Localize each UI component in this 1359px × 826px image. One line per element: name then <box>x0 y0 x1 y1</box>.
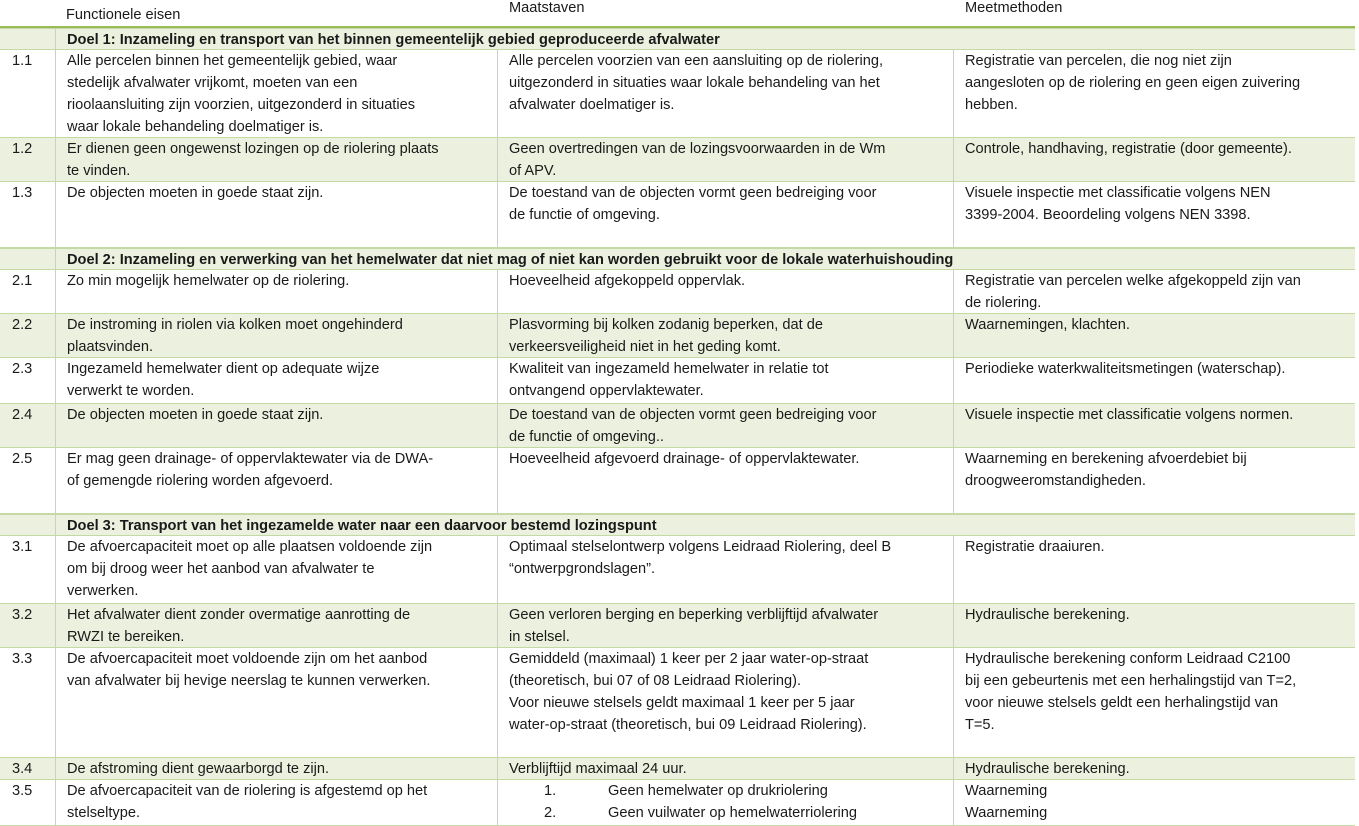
functionele-eis-line: De afstroming dient gewaarborgd te zijn. <box>67 761 330 777</box>
meetmethode-line: Registratie van percelen welke afgekoppeld zijn van <box>965 273 1301 289</box>
goal-title: Doel 1: Inzameling en transport van het binnen gemeentelijk gebied geproduceerde afvalwater <box>55 29 1355 49</box>
header-functionele-eisen: Functionele eisen <box>66 7 181 23</box>
functionele-eis-line: Er mag geen drainage- of oppervlaktewater via de DWA- <box>67 451 434 467</box>
functionele-eis-cell <box>55 138 497 181</box>
functionele-eis-line: van afvalwater bij hevige neerslag te kunnen verwerken. <box>67 673 431 689</box>
meetmethode-cell <box>953 758 1355 779</box>
functionele-eis-line: of gemengde riolering worden afgevoerd. <box>67 473 334 489</box>
maatstaf-cell <box>497 536 953 603</box>
row-number: 3.5 <box>12 783 33 799</box>
meetmethode-line: bij een gebeurtenis met een herhalingstijd van T=2, <box>965 673 1297 689</box>
functionele-eis-cell <box>55 604 497 647</box>
row-number: 2.5 <box>12 451 33 467</box>
maatstaf-line: Voor nieuwe stelsels geldt maximaal 1 keer per 5 jaar <box>509 695 855 711</box>
maatstaf-line: de functie of omgeving.. <box>509 429 664 445</box>
list-number: 2. <box>544 805 557 821</box>
row-number: 3.1 <box>12 539 33 555</box>
maatstaf-line: De toestand van de objecten vormt geen bedreiging voor <box>509 407 877 423</box>
table-row <box>0 536 1355 604</box>
goal-title: Doel 3: Transport van het ingezamelde water naar een daarvoor bestemd lozingspunt <box>55 515 1355 535</box>
maatstaf-cell <box>497 50 953 137</box>
meetmethode-line: Hydraulische berekening conform Leidraad C2100 <box>965 651 1291 667</box>
maatstaf-line: afvalwater doelmatiger is. <box>509 97 675 113</box>
meetmethode-line: Visuele inspectie met classificatie volgens normen. <box>965 407 1294 423</box>
maatstaf-line: water-op-straat (theoretisch, bui 09 Leidraad Riolering). <box>509 717 867 733</box>
functionele-eis-cell <box>55 182 497 247</box>
functionele-eis-line: waar lokale behandeling doelmatiger is. <box>67 119 324 135</box>
meetmethode-line: hebben. <box>965 97 1018 113</box>
meetmethode-cell <box>953 780 1355 825</box>
goal-row <box>0 514 1355 536</box>
maatstaf-line: Optimaal stelselontwerp volgens Leidraad Riolering, deel B <box>509 539 892 555</box>
maatstaf-line: Gemiddeld (maximaal) 1 keer per 2 jaar water-op-straat <box>509 651 869 667</box>
header-maatstaven: Maatstaven <box>509 0 585 16</box>
header-meetmethoden: Meetmethoden <box>965 0 1063 16</box>
row-number: 1.1 <box>12 53 33 69</box>
maatstaf-cell <box>497 314 953 357</box>
meetmethode-line: voor nieuwe stelsels geldt een herhalingstijd van <box>965 695 1279 711</box>
meetmethode-line: 3399-2004. Beoordeling volgens NEN 3398. <box>965 207 1251 223</box>
meetmethode-line: Hydraulische berekening. <box>965 761 1130 777</box>
table-row <box>0 314 1355 358</box>
functionele-eis-cell <box>55 358 497 403</box>
maatstaf-line: “ontwerpgrondslagen”. <box>509 561 656 577</box>
meetmethode-cell <box>953 314 1355 357</box>
functionele-eis-line: RWZI te bereiken. <box>67 629 185 645</box>
functionele-eis-cell <box>55 780 497 825</box>
functionele-eis-cell <box>55 314 497 357</box>
functionele-eis-line: stelseltype. <box>67 805 141 821</box>
functionele-eis-line: te vinden. <box>67 163 131 179</box>
maatstaf-cell <box>497 758 953 779</box>
functionele-eis-line: Er dienen geen ongewenst lozingen op de riolering plaats <box>67 141 439 157</box>
functionele-eis-cell <box>55 758 497 779</box>
table-row <box>0 404 1355 448</box>
table-row <box>0 758 1355 780</box>
functionele-eis-line: Ingezameld hemelwater dient op adequate wijze <box>67 361 380 377</box>
row-number: 2.1 <box>12 273 33 289</box>
maatstaf-cell <box>497 648 953 757</box>
meetmethode-cell <box>953 358 1355 403</box>
meetmethode-cell <box>953 404 1355 447</box>
maatstaf-line: Alle percelen voorzien van een aansluiting op de riolering, <box>509 53 884 69</box>
functionele-eis-line: rioolaansluiting zijn voorzien, uitgezonderd in situaties <box>67 97 416 113</box>
maatstaf-line: de functie of omgeving. <box>509 207 660 223</box>
meetmethode-line: aangesloten op de riolering en geen eigen zuivering <box>965 75 1301 91</box>
functionele-eis-line: De objecten moeten in goede staat zijn. <box>67 185 324 201</box>
meetmethode-cell <box>953 270 1355 313</box>
list-number: 1. <box>544 783 557 799</box>
maatstaf-line: De toestand van de objecten vormt geen bedreiging voor <box>509 185 877 201</box>
maatstaf-line: Hoeveelheid afgevoerd drainage- of oppervlaktewater. <box>509 451 860 467</box>
table-row <box>0 604 1355 648</box>
functionele-eis-line: Zo min mogelijk hemelwater op de riolering. <box>67 273 350 289</box>
functionele-eis-line: Het afvalwater dient zonder overmatige aanrotting de <box>67 607 411 623</box>
functionele-eis-line: De afvoercapaciteit moet op alle plaatsen voldoende zijn <box>67 539 433 555</box>
functionele-eis-cell <box>55 536 497 603</box>
maatstaf-line: ontvangend oppervlaktewater. <box>509 383 704 399</box>
maatstaf-list-item <box>509 802 947 824</box>
meetmethode-cell <box>953 536 1355 603</box>
functionele-eis-cell <box>55 448 497 513</box>
list-text: Geen hemelwater op drukriolering <box>608 783 828 799</box>
functionele-eis-cell <box>55 50 497 137</box>
meetmethode-line: Registratie van percelen, die nog niet zijn <box>965 53 1232 69</box>
maatstaf-cell <box>497 358 953 403</box>
maatstaf-list-item <box>509 780 947 802</box>
functionele-eis-line: verwerken. <box>67 583 139 599</box>
meetmethode-line: Registratie draaiuren. <box>965 539 1105 555</box>
goal-title: Doel 2: Inzameling en verwerking van het hemelwater dat niet mag of niet kan worden gebruikt voor de lokale waterhuishouding <box>55 249 1355 269</box>
table-row <box>0 138 1355 182</box>
meetmethode-line: Hydraulische berekening. <box>965 607 1130 623</box>
maatstaf-line: verkeersveiligheid niet in het geding komt. <box>509 339 781 355</box>
row-number: 3.2 <box>12 607 33 623</box>
maatstaf-cell <box>497 604 953 647</box>
functionele-eis-line: verwerkt te worden. <box>67 383 195 399</box>
maatstaf-cell <box>497 270 953 313</box>
maatstaf-line: (theoretisch, bui 07 of 08 Leidraad Riolering). <box>509 673 802 689</box>
meetmethode-line: Waarneming en berekening afvoerdebiet bij <box>965 451 1247 467</box>
row-number: 3.3 <box>12 651 33 667</box>
meetmethode-line: de riolering. <box>965 295 1042 311</box>
meetmethode-cell <box>953 448 1355 513</box>
functionele-eis-cell <box>55 404 497 447</box>
meetmethode-line: droogweeromstandigheden. <box>965 473 1146 489</box>
meetmethode-line: Waarnemingen, klachten. <box>965 317 1130 333</box>
meetmethode-line: Visuele inspectie met classificatie volgens NEN <box>965 185 1271 201</box>
goal-row <box>0 248 1355 270</box>
row-number: 2.3 <box>12 361 33 377</box>
functionele-eis-line: om bij droog weer het aanbod van afvalwater te <box>67 561 375 577</box>
functionele-eis-cell <box>55 270 497 313</box>
maatstaf-cell <box>497 404 953 447</box>
maatstaf-line: Geen verloren berging en beperking verblijftijd afvalwater <box>509 607 879 623</box>
table-row <box>0 182 1355 248</box>
functionele-eis-line: stedelijk afvalwater vrijkomt, moeten van een <box>67 75 358 91</box>
meetmethode-cell <box>953 182 1355 247</box>
meetmethode-line: Waarneming <box>965 805 1048 821</box>
functionele-eis-line: De objecten moeten in goede staat zijn. <box>67 407 324 423</box>
functionele-eis-line: plaatsvinden. <box>67 339 154 355</box>
functionele-eis-line: De instroming in riolen via kolken moet ongehinderd <box>67 317 403 333</box>
table-row <box>0 448 1355 514</box>
maatstaf-line: Verblijftijd maximaal 24 uur. <box>509 761 687 777</box>
meetmethode-line: Periodieke waterkwaliteitsmetingen (waterschap). <box>965 361 1286 377</box>
meetmethode-cell <box>953 648 1355 757</box>
maatstaf-line: Kwaliteit van ingezameld hemelwater in relatie tot <box>509 361 829 377</box>
table-row <box>0 780 1355 826</box>
list-text: Geen vuilwater op hemelwaterriolering <box>608 805 858 821</box>
row-number: 2.4 <box>12 407 33 423</box>
functionele-eis-line: Alle percelen binnen het gemeentelijk gebied, waar <box>67 53 398 69</box>
maatstaf-line: Hoeveelheid afgekoppeld oppervlak. <box>509 273 746 289</box>
goal-row <box>0 28 1355 50</box>
table-row <box>0 270 1355 314</box>
meetmethode-line: Waarneming <box>965 783 1048 799</box>
table-row <box>0 358 1355 404</box>
row-number: 1.2 <box>12 141 33 157</box>
maatstaf-cell <box>497 138 953 181</box>
table-row <box>0 648 1355 758</box>
meetmethode-cell <box>953 50 1355 137</box>
maatstaf-line: Plasvorming bij kolken zodanig beperken, dat de <box>509 317 823 333</box>
maatstaf-cell <box>497 182 953 247</box>
row-number: 2.2 <box>12 317 33 333</box>
maatstaf-cell <box>497 448 953 513</box>
row-number: 1.3 <box>12 185 33 201</box>
maatstaf-line: of APV. <box>509 163 557 179</box>
meetmethode-cell <box>953 604 1355 647</box>
maatstaf-cell <box>497 780 953 825</box>
functionele-eis-line: De afvoercapaciteit moet voldoende zijn om het aanbod <box>67 651 428 667</box>
maatstaf-line: in stelsel. <box>509 629 570 645</box>
meetmethode-cell <box>953 138 1355 181</box>
functionele-eis-cell <box>55 648 497 757</box>
maatstaf-line: uitgezonderd in situaties waar lokale behandeling van het <box>509 75 880 91</box>
meetmethode-line: T=5. <box>965 717 995 733</box>
table-row <box>0 50 1355 138</box>
maatstaf-line: Geen overtredingen van de lozingsvoorwaarden in de Wm <box>509 141 886 157</box>
meetmethode-line: Controle, handhaving, registratie (door gemeente). <box>965 141 1292 157</box>
row-number: 3.4 <box>12 761 33 777</box>
functionele-eis-line: De afvoercapaciteit van de riolering is afgestemd op het <box>67 783 428 799</box>
